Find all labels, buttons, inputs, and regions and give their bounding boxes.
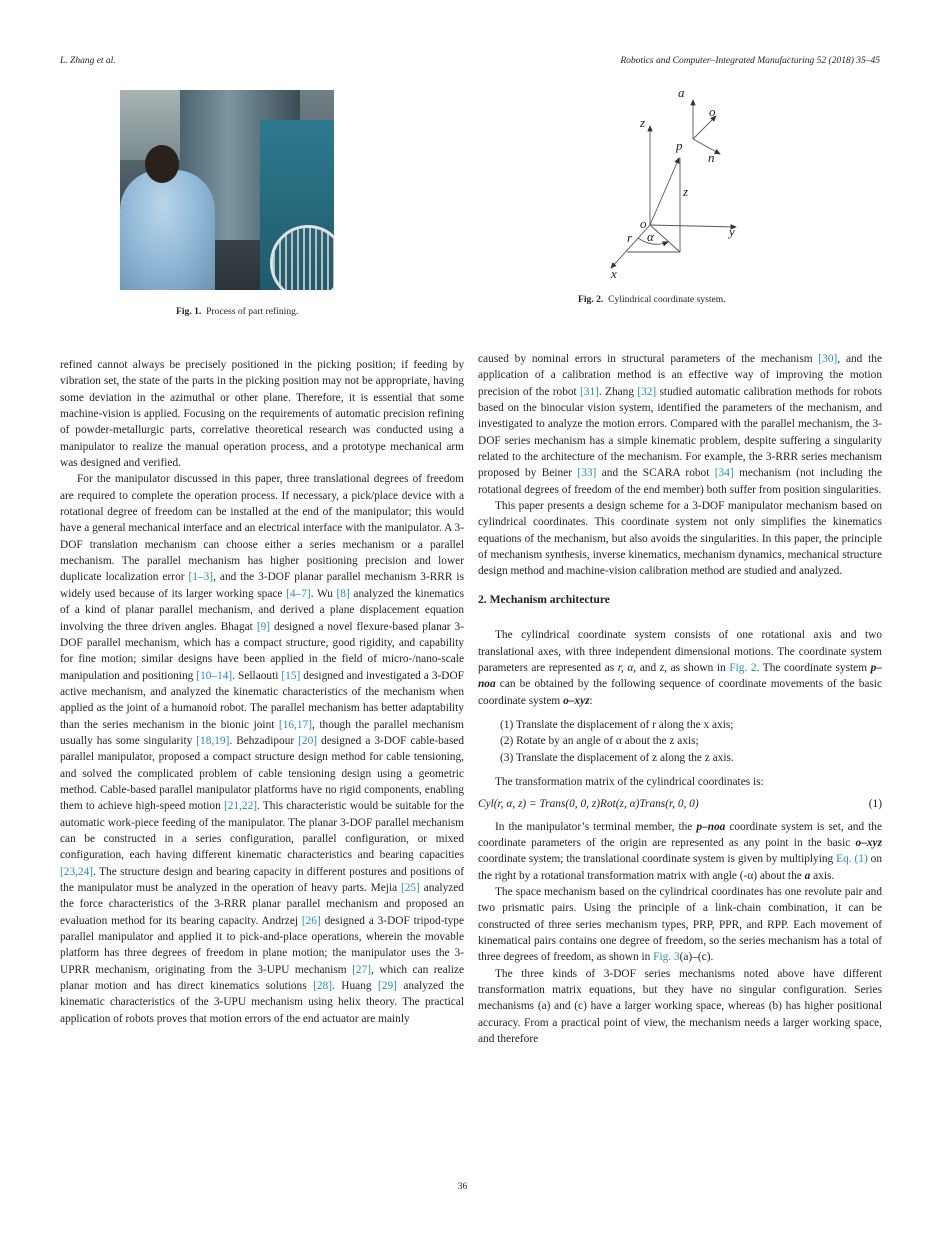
figure-2-caption: Fig. 2. Cylindrical coordinate system. [578, 294, 726, 305]
text-run: The space mechanism based on the cylindrical coordinates has one revolute pair and two prismatic pairs. Using the principle of a link-chain combination, it can be constructed of three series mechanism types, PRP, PPR, and RPP. Each movement of kinematical pairs contains one degree of freedom, so the series mechanism has a total of three degrees of freedom, as shown in [478, 885, 882, 964]
step-item: (3) Translate the displacement of z along the z axis. [500, 751, 734, 764]
label-r: r [627, 230, 633, 245]
label-y-axis: y [729, 224, 735, 239]
text-run: coordinate system; the translational coordinate system is given by multiplying [478, 853, 837, 866]
step-item: (1) Translate the displacement of r along the x axis; [500, 718, 734, 731]
citation-link[interactable]: [23,24] [60, 865, 94, 878]
text-run: and the SCARA robot [596, 467, 715, 480]
citation-link[interactable]: [26] [301, 914, 321, 927]
step-item: (2) Rotate by an angle of α about the z axis; [500, 735, 699, 748]
paragraph [478, 819, 882, 884]
text-run: . Wu [310, 587, 337, 600]
text-run: analyzed the force characteristics of the 3-RRR planar parallel mechanism and proposed an evaluation method for its bearing capacity. Andrzej [60, 882, 464, 927]
label-x-axis: x [611, 266, 617, 281]
paragraph [478, 966, 882, 1048]
equation-number: (1) [868, 798, 882, 811]
citation-link[interactable]: [29] [378, 980, 397, 993]
page-number: 36 [457, 1182, 468, 1192]
figure-1-photo [120, 90, 334, 290]
citation-link[interactable]: [32] [637, 385, 657, 398]
label-p: p [676, 138, 683, 153]
text-run: . This characteristic would be suitable for the automatic work-piece feeding of the manipulator. The planar 3-DOF parallel mechanism can be constructed in a series configuration, parallel configuration, or mixed configuration, each having different kinematic characteristics and bearing capacities [60, 800, 464, 862]
citation-link[interactable]: [20] [298, 734, 318, 747]
left-column [60, 357, 464, 1027]
text-run: : [589, 694, 593, 707]
paragraph [478, 351, 882, 498]
section-paragraphs-2 [478, 819, 882, 1048]
running-header-authors: L. Zhang et al. [60, 56, 116, 66]
citation-link[interactable]: [34] [714, 467, 734, 480]
text-run: mechanism (not including the rotational degrees of freedom of the end member) both suffer from position singularities. [478, 467, 882, 496]
text-run: studied automatic calibration methods for robots based on the binocular vision system, identified the parameters of the mechanism, and investigated to analyze the motion errors. Compared with the parallel mechanism, the 3-DOF series mechanism has a simple kinematic problem, despite suffering a singularity related to the architecture of the mechanism. For example, the 3-RRR series mechanism proposed by Beiner [478, 385, 882, 480]
text-run: a [804, 869, 811, 882]
citation-link[interactable]: [33] [577, 467, 597, 480]
text-run: , though the parallel mechanism usually has some singularity [60, 718, 464, 747]
text-run: The cylindrical coordinate system consists of one rotational axis and two translational axes, with three independent dimensional motions. The coordinate system parameters are represented as [478, 629, 882, 674]
text-run: . The coordinate system [756, 661, 871, 674]
text-run: In the manipulator’s terminal member, the [495, 820, 697, 833]
text-run: , which can realize planar motion and has direct kinematics solutions [60, 963, 465, 993]
text-run: o–xyz [855, 836, 882, 849]
paragraph [60, 471, 464, 1027]
figure-1-caption: Fig. 1. Process of part refining. [176, 306, 299, 317]
citation-link[interactable]: [18,19] [196, 734, 230, 747]
running-header-journal: Robotics and Computer–Integrated Manufacturing 52 (2018) 35–45 [620, 56, 880, 66]
section-heading: 2. Mechanism architecture [478, 592, 610, 606]
text-run: r, α, [617, 661, 637, 674]
text-run: . Zhang [598, 385, 638, 398]
citation-link[interactable]: Fig. 3 [653, 951, 680, 964]
text-run: axis. [810, 869, 835, 882]
label-o-frame: o [709, 104, 716, 119]
matrix-intro: The transformation matrix of the cylindrical coordinates is: [495, 775, 764, 788]
label-n: n [708, 150, 715, 165]
label-origin: o [640, 216, 647, 231]
text-run: p–noa [696, 820, 726, 833]
text-run: , and the 3-DOF planar parallel mechanism 3-RRR is widely used because of its larger working space [60, 571, 464, 600]
text-run: designed a novel flexure-based planar 3-DOF parallel mechanism, which has a compact structure, good rigidity, and capability for fine motion; similar designs have been applied in the field of micro-/nano-scale manipulation and positioning [60, 620, 464, 682]
text-run: on the right by a rotational transformation matrix with angle (-α) about the [478, 853, 883, 882]
right-column [478, 351, 882, 1047]
section-paragraph [478, 627, 882, 709]
text-run: . The structure design and bearing capacity in different postures and positions of the manipulator must be analyzed in the operation of heavy parts. Mejia [60, 865, 464, 894]
text-run: designed and investigated a 3-DOF active mechanism, and analyzed the kinematic characteristics of the mechanism when applied as the joint of a humanoid robot. The parallel mechanism has better adaptability than the series mechanism in the bionic joint [60, 669, 464, 731]
paragraph [478, 498, 882, 580]
left-column-paragraphs [60, 357, 464, 1027]
text-run: p–noa [478, 661, 882, 691]
text-run: coordinate system is set, and the coordinate parameters of the origin are represented as any point in the basic [478, 820, 882, 849]
text-run: . Huang [332, 980, 379, 993]
paragraph [478, 884, 882, 966]
text-run: caused by nominal errors in structural parameters of the mechanism [478, 353, 819, 365]
equation-text: Cyl(r, α, z) = Trans(0, 0, z)Rot(z, α)Trans(r, 0, 0) [478, 798, 699, 811]
citation-link[interactable]: [9] [256, 620, 271, 633]
citation-link[interactable]: [28] [313, 980, 333, 993]
citation-link[interactable]: [27] [352, 963, 371, 976]
citation-link[interactable]: [21,22] [223, 800, 258, 813]
text-run: . Behzadipour [229, 734, 299, 747]
paragraph [60, 357, 464, 471]
citation-link[interactable]: [16,17] [278, 718, 313, 731]
text-run: The three kinds of 3-DOF series mechanisms noted above have different transformation matrix equations, but they have no singular configuration. Series mechanisms (a) and (c) have a larger working space, whereas (b) has higher positional accuracy. From a practical point of view, the mechanism needs a larger working space, and therefore [478, 967, 882, 1046]
paragraph [478, 627, 882, 709]
text-run: refined cannot always be precisely positioned in the picking position; if feeding by vibration set, the state of the parts in the picking position may not be appropriate, having some deviation in the azimuthal or other plane. Therefore, it is essential that some machine-vision is applied. Focusing on the requirements of automatic precision refining of powder-metallurgic parts, correlative theoretical research was conducted using a manipulator to realize the manual operation process, and a prototype mechanical arm was designed and verified. [60, 359, 464, 470]
text-run: analyzed the kinematic characteristics of the 3-UPU mechanism using helix theory. The practical application of robots proves that motion errors of the end actuator are mainly [60, 980, 464, 1025]
citation-link[interactable]: [4–7] [286, 587, 311, 600]
citation-link[interactable]: [8] [336, 587, 350, 600]
text-run: designed a 3-DOF cable-based parallel manipulator, proposed a compact structure design method for cable tensioning, and solved the complicated problem of cable tensioning design using a geometric method. Cable-based parallel manipulator platforms have no rigid components, enabling them to achieve high-speed motion [60, 734, 465, 813]
text-run: z [659, 661, 665, 674]
text-run: designed a 3-DOF tripod-type parallel manipulator and applied it to pick-and-place operations, wherein the movable platform has three degrees of freedom in plane motion; the manipulator uses the 3-UPRR mechanism, originating from the 3-UPU mechanism [60, 914, 464, 976]
citation-link[interactable]: Eq. (1) [836, 853, 868, 866]
text-run: , as shown in [664, 661, 730, 674]
citation-link[interactable]: [10–14] [196, 669, 233, 682]
citation-link[interactable]: [15] [281, 669, 301, 682]
text-run: can be obtained by the following sequence of coordinate movements of the basic coordinate system [478, 678, 882, 707]
text-run: For the manipulator discussed in this paper, three translational degrees of freedom are required to complete the operation process. If necessary, a pick/place device with a rotational degree of freedom can be installed at the end of the manipulator; this would have a general mechanical interface and an electrical interface with the manipulator. A 3-DOF translation mechanism can choose either a series mechanism or a parallel mechanism. The parallel mechanism has higher positioning precision and lower duplicate localization error [60, 473, 464, 584]
text-run: (a)–(c). [679, 951, 714, 964]
citation-link[interactable]: [25] [400, 882, 420, 894]
label-a: a [678, 85, 685, 100]
citation-link[interactable]: [1–3] [188, 571, 214, 584]
citation-link[interactable]: [31] [580, 385, 599, 398]
equation-1 [478, 796, 882, 812]
text-run: analyzed the kinematics of a kind of planar parallel mechanism, and derived a plane displacement equation involving the three driven angles. Bhagat [60, 587, 464, 633]
label-z-axis: z [640, 115, 646, 130]
text-run: and [636, 661, 660, 674]
step-list [488, 717, 882, 766]
citation-link[interactable]: Fig. 2 [729, 661, 757, 674]
citation-link[interactable]: [30] [818, 353, 838, 365]
figure-2-diagram [590, 80, 780, 290]
text-run: o–xyz [563, 694, 590, 707]
text-run: . Sellaouti [232, 669, 282, 682]
label-z-height: z [683, 184, 689, 199]
intro-paragraphs [478, 351, 882, 580]
text-run: This paper presents a design scheme for a 3-DOF manipulator mechanism based on cylindrical coordinates. This coordinate system not only simplifies the kinematics equations of the mechanism, but also avoids the singularities. In this paper, the principle of mechanism synthesis, inverse kinematics, mechanism dynamics, mechanical structure design method and machine-vision calibration method are studied and analyzed. [478, 500, 882, 578]
text-run: , and the application of a calibration method is an effective way of improving the motion precision of the robot [478, 353, 883, 398]
label-alpha: α [647, 229, 654, 244]
